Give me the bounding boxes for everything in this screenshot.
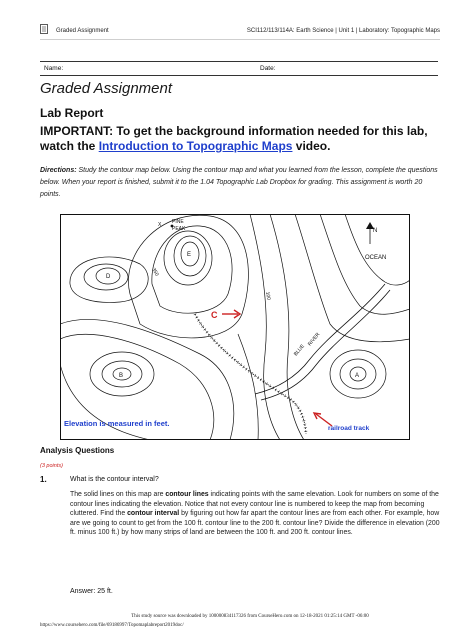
important-prefix: IMPORTANT: To get the background information needed for this lab, watch the xyxy=(40,124,428,153)
header-left-text: Graded Assignment xyxy=(56,28,109,34)
point-d-label: D xyxy=(106,274,111,280)
important-suffix: video. xyxy=(292,139,331,153)
point-a-label: A xyxy=(355,373,360,379)
explanation-part-2: indicating points with the same elevation. Look for numbers on some of the contour lines indicating the elevation. Notice that not every contour line is numbered to keep the map from becoming cluttered. Find the xyxy=(70,491,439,517)
header-course-text: SCI112/113/114A: Earth Science | Unit 1 | Laboratory: Topographic Maps xyxy=(246,28,440,34)
peak-label-line2: PEAK xyxy=(172,226,186,232)
source-url[interactable]: https://www.coursehero.com/file/69186997/Topomaplabreport2019doc/ xyxy=(40,623,184,628)
download-notice: This study source was downloaded by 100000834117326 from CourseHero.com on 12-18-2021 01:25:14 GMT -06:00 xyxy=(131,614,369,619)
question-1-text: What is the contour interval? xyxy=(70,476,159,483)
point-c-label: C xyxy=(211,310,218,320)
contour-350-label: 350 xyxy=(150,267,160,278)
peak-label-line1: PINE xyxy=(172,219,184,225)
header-divider xyxy=(40,39,440,40)
term-contour-interval: contour interval xyxy=(127,510,180,517)
name-label: Name: xyxy=(44,65,64,72)
question-1-explanation xyxy=(70,490,440,538)
elevation-note: Elevation is measured in feet. xyxy=(64,419,170,428)
question-1-answer: Answer: 25 ft. xyxy=(70,588,113,595)
page-title: Graded Assignment xyxy=(40,80,173,97)
points-value: (3 points) xyxy=(40,463,63,469)
x-label: X xyxy=(158,222,162,228)
video-link[interactable]: Introduction to Topographic Maps xyxy=(98,139,293,153)
railroad-label: railroad track xyxy=(328,425,370,432)
lab-report-heading: Lab Report xyxy=(40,106,104,120)
explanation-part-1: The solid lines on this map are xyxy=(70,491,166,498)
point-b-label: B xyxy=(119,373,124,379)
river-label-line1: BLUE xyxy=(292,343,306,358)
point-e-label: E xyxy=(187,252,192,258)
explanation-part-3: by figuring out how far apart the contour lines are from each other. For example, how are we going to count to get from the 100 ft. contour line to the 200 ft. contour line? Divide the difference in elevation (200 ft. minus 100 ft.) by how many strips of land are between the 100 ft. and 200 ft. contour lines. xyxy=(70,510,440,536)
document-icon xyxy=(40,24,48,34)
term-contour-lines: contour lines xyxy=(165,491,209,498)
north-label: N xyxy=(373,228,378,234)
important-notice xyxy=(40,124,440,154)
contour-map xyxy=(60,214,410,440)
analysis-heading: Analysis Questions xyxy=(40,446,115,455)
question-1-number: 1. xyxy=(40,475,47,484)
river-label-line2: RIVER xyxy=(306,331,322,348)
ocean-label: OCEAN xyxy=(365,255,387,261)
directions-text: Study the contour map below. Using the contour map and what you learned from the lesson, complete the questions below. When your report is finished, submit it to the 1.04 Topographic Lab Dropbox for grading. This assignment is worth 20 points. xyxy=(40,167,438,198)
date-label: Date: xyxy=(260,65,276,72)
directions-label: Directions: xyxy=(40,167,77,174)
name-date-bar xyxy=(40,61,438,76)
contour-100-label: 100 xyxy=(264,291,272,301)
directions-paragraph xyxy=(40,165,440,201)
